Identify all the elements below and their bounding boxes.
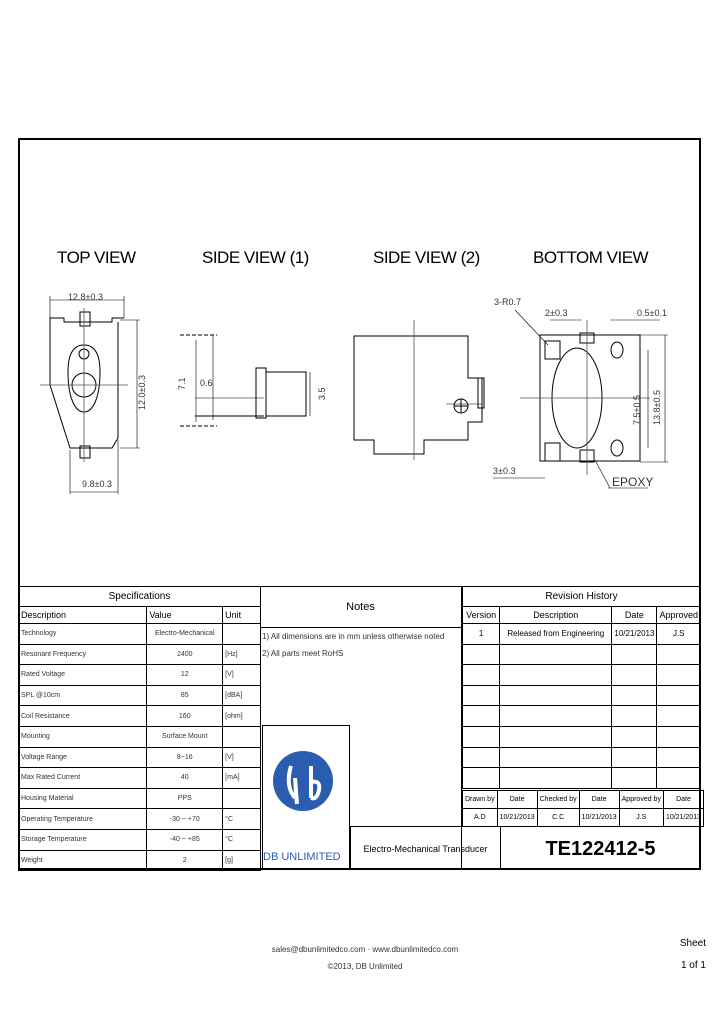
spec-unit: [Hz] bbox=[223, 644, 261, 665]
revision-cell bbox=[612, 665, 657, 686]
spec-unit: [mA] bbox=[223, 768, 261, 789]
revision-cell bbox=[657, 685, 701, 706]
spec-header-cell: Value bbox=[147, 607, 223, 624]
revision-cell bbox=[612, 768, 657, 789]
approval-value-cell: 10/21/2013 bbox=[579, 809, 619, 827]
footer-contact: sales@dbunlimitedco.com · www.dbunlimitedco.com bbox=[271, 945, 459, 954]
logo-box bbox=[262, 725, 350, 870]
revision-cell bbox=[612, 644, 657, 665]
revision-cell bbox=[500, 726, 612, 747]
revision-row bbox=[463, 726, 701, 747]
spec-header-cell: Unit bbox=[223, 607, 261, 624]
revision-cell bbox=[657, 665, 701, 686]
revision-row bbox=[463, 644, 701, 665]
revision-row bbox=[463, 685, 701, 706]
dim-side1-pin: 0.6 bbox=[200, 378, 213, 388]
spec-row bbox=[19, 624, 261, 645]
revision-header-cell: Date bbox=[612, 607, 657, 624]
spec-value: -40 ~ +85 bbox=[147, 829, 223, 850]
revision-cell bbox=[500, 768, 612, 789]
part-number: TE122412-5 bbox=[500, 826, 701, 870]
revision-cell bbox=[657, 644, 701, 665]
spec-unit bbox=[223, 726, 261, 747]
spec-unit bbox=[223, 624, 261, 645]
approval-value-cell: J.S bbox=[619, 809, 663, 827]
spec-row bbox=[19, 644, 261, 665]
revision-row bbox=[463, 624, 701, 645]
revision-cell bbox=[657, 706, 701, 727]
db-logo bbox=[263, 726, 349, 869]
side-view-1-title: SIDE VIEW (1) bbox=[202, 248, 309, 267]
spec-row bbox=[19, 788, 261, 809]
spec-row bbox=[19, 747, 261, 768]
dim-bottom-epoxy: EPOXY bbox=[612, 475, 654, 489]
dim-bottom-pin: 0.5±0.1 bbox=[637, 308, 667, 318]
revision-row bbox=[463, 768, 701, 789]
spec-description: Storage Temperature bbox=[19, 829, 147, 850]
revision-cell bbox=[463, 768, 500, 789]
spec-unit bbox=[223, 788, 261, 809]
revision-row bbox=[463, 665, 701, 686]
approval-header-cell: Drawn by bbox=[463, 791, 498, 809]
dim-top-width: 12.8±0.3 bbox=[68, 292, 103, 302]
spec-description: Voltage Range bbox=[19, 747, 147, 768]
revision-cell bbox=[657, 747, 701, 768]
spec-unit: [dBA] bbox=[223, 685, 261, 706]
revision-cell bbox=[463, 726, 500, 747]
spec-row bbox=[19, 685, 261, 706]
approval-value-cell: A.D bbox=[463, 809, 498, 827]
spec-unit: °C bbox=[223, 809, 261, 830]
revision-cell: 10/21/2013 bbox=[612, 624, 657, 645]
spec-header-cell: Description bbox=[19, 607, 147, 624]
revision-cell bbox=[463, 665, 500, 686]
approval-header-cell: Approved by bbox=[619, 791, 663, 809]
spec-unit: [g] bbox=[223, 850, 261, 871]
spec-value: 40 bbox=[147, 768, 223, 789]
spec-description: Rated Voltage bbox=[19, 665, 147, 686]
revision-cell bbox=[612, 685, 657, 706]
spec-description: Resonant Frequency bbox=[19, 644, 147, 665]
specifications-table bbox=[18, 586, 261, 871]
top-view-title: TOP VIEW bbox=[57, 248, 136, 267]
revision-cell bbox=[612, 726, 657, 747]
revision-cell bbox=[463, 706, 500, 727]
spec-unit: [V] bbox=[223, 747, 261, 768]
approval-value-cell: C.C bbox=[537, 809, 579, 827]
spec-unit: [V] bbox=[223, 665, 261, 686]
approval-header-cell: Date bbox=[497, 791, 537, 809]
dim-bottom-pad: 2±0.3 bbox=[545, 308, 568, 318]
spec-unit: °C bbox=[223, 829, 261, 850]
dim-top-height: 12.0±0.3 bbox=[137, 375, 147, 410]
spec-description: Mounting bbox=[19, 726, 147, 747]
revision-cell bbox=[463, 644, 500, 665]
approval-header-cell: Checked by bbox=[537, 791, 579, 809]
spec-row bbox=[19, 850, 261, 871]
dim-bottom-radius: 3-R0.7 bbox=[494, 297, 522, 307]
revision-table bbox=[462, 586, 701, 789]
revision-cell bbox=[500, 665, 612, 686]
revision-cell: Released from Engineering bbox=[500, 624, 612, 645]
spec-description: Housing Material bbox=[19, 788, 147, 809]
note-2: 2) All parts meet RoHS bbox=[262, 649, 344, 658]
revision-cell bbox=[500, 644, 612, 665]
approval-table bbox=[462, 790, 704, 827]
revision-header-cell: Approved bbox=[657, 607, 701, 624]
spec-row bbox=[19, 726, 261, 747]
product-name: Electro-Mechanical Transducer bbox=[350, 826, 501, 870]
revision-cell bbox=[500, 685, 612, 706]
approval-value-cell: 10/21/2013 bbox=[497, 809, 537, 827]
spec-description: Max Rated Current bbox=[19, 768, 147, 789]
revision-cell bbox=[500, 747, 612, 768]
spec-value: -30 ~ +70 bbox=[147, 809, 223, 830]
approval-value-cell: 10/21/2013 bbox=[663, 809, 703, 827]
spec-title: Specifications bbox=[19, 587, 261, 607]
revision-cell bbox=[657, 726, 701, 747]
spec-value: 2 bbox=[147, 850, 223, 871]
notes-title: Notes bbox=[260, 587, 461, 628]
revision-row bbox=[463, 747, 701, 768]
spec-value: 12 bbox=[147, 665, 223, 686]
spec-value: PPS bbox=[147, 788, 223, 809]
spec-value: Electro-Mechanical bbox=[147, 624, 223, 645]
dim-bottom-offset: 3±0.3 bbox=[493, 466, 516, 476]
spec-value: 2400 bbox=[147, 644, 223, 665]
dim-bottom-outer: 13.8±0.5 bbox=[652, 390, 662, 425]
spec-description: Technology bbox=[19, 624, 147, 645]
footer-copyright: ©2013, DB Unlimited bbox=[327, 962, 403, 971]
logo-text: DB UNLIMITED bbox=[263, 851, 341, 863]
spec-description: Operating Temperature bbox=[19, 809, 147, 830]
approval-header-cell: Date bbox=[663, 791, 703, 809]
revision-header-cell: Description bbox=[500, 607, 612, 624]
sheet-value: 1 of 1 bbox=[680, 960, 706, 971]
spec-description: Coil Resistance bbox=[19, 706, 147, 727]
revision-cell: J.S bbox=[657, 624, 701, 645]
revision-cell bbox=[612, 706, 657, 727]
dim-top-bottom: 9.8±0.3 bbox=[82, 479, 112, 489]
dim-bottom-inner: 7.5±0.5 bbox=[632, 395, 642, 425]
revision-cell bbox=[463, 747, 500, 768]
dim-side1-body: 3.5 bbox=[317, 387, 327, 400]
spec-value: 160 bbox=[147, 706, 223, 727]
dim-side1-height: 7.1 bbox=[177, 377, 187, 390]
bottom-view-title: BOTTOM VIEW bbox=[533, 248, 649, 267]
sheet-label: Sheet bbox=[679, 938, 706, 949]
revision-cell: 1 bbox=[463, 624, 500, 645]
side-view-2-drawing bbox=[354, 320, 484, 460]
note-1: 1) All dimensions are in mm unless otherwise noted bbox=[262, 632, 445, 641]
spec-value: 8~16 bbox=[147, 747, 223, 768]
spec-value: Surface Mount bbox=[147, 726, 223, 747]
spec-row bbox=[19, 829, 261, 850]
revision-cell bbox=[463, 685, 500, 706]
side-view-2-title: SIDE VIEW (2) bbox=[373, 248, 480, 267]
revision-cell bbox=[612, 747, 657, 768]
spec-unit: [ohm] bbox=[223, 706, 261, 727]
spec-row bbox=[19, 706, 261, 727]
spec-row bbox=[19, 665, 261, 686]
top-view-drawing bbox=[40, 296, 140, 494]
approval-header-cell: Date bbox=[579, 791, 619, 809]
revision-header-cell: Version bbox=[463, 607, 500, 624]
spec-row bbox=[19, 809, 261, 830]
revision-cell bbox=[500, 706, 612, 727]
revision-row bbox=[463, 706, 701, 727]
spec-row bbox=[19, 768, 261, 789]
revision-title: Revision History bbox=[463, 587, 701, 607]
spec-value: 85 bbox=[147, 685, 223, 706]
revision-cell bbox=[657, 768, 701, 789]
spec-description: SPL @10cm bbox=[19, 685, 147, 706]
spec-description: Weight bbox=[19, 850, 147, 871]
